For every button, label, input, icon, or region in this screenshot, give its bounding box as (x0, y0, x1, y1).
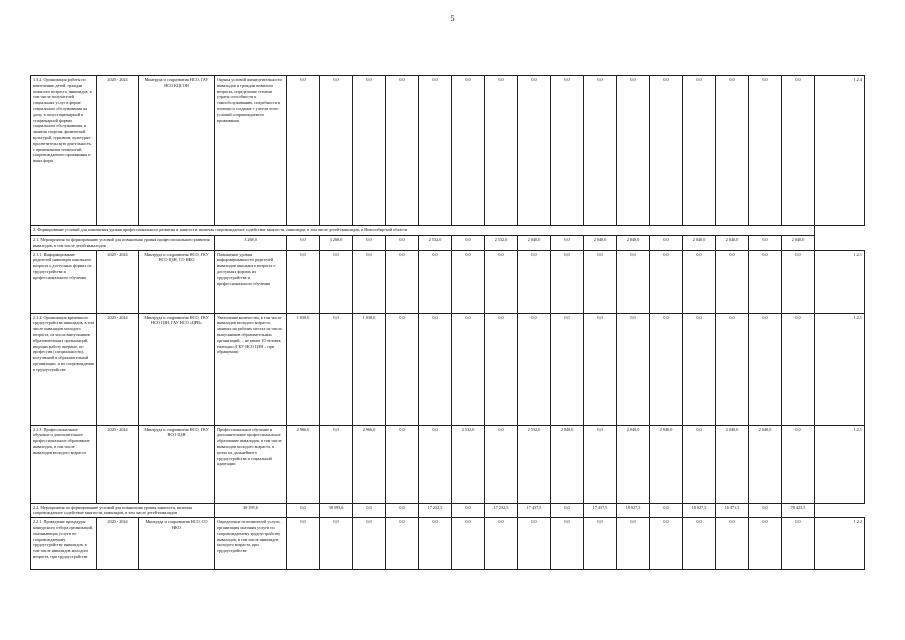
value-cell: 0,0 (749, 236, 782, 251)
period: 2020 - 2024 (97, 425, 139, 503)
value-cell: 0,0 (320, 313, 353, 425)
value-cell: 0,0 (749, 313, 782, 425)
value-cell: 3 268,0 (215, 236, 287, 251)
value-cell: 0,0 (782, 518, 815, 570)
value-cell: 0,0 (518, 76, 551, 226)
table-row (31, 518, 865, 570)
value-cell: 0,0 (320, 76, 353, 226)
value-cell: 2 040,0 (716, 236, 749, 251)
value-cell: 0,0 (353, 250, 386, 313)
value-cell: 2 040,0 (683, 236, 716, 251)
value-cell: 2 966,0 (353, 425, 386, 503)
value-cell: 0,0 (617, 250, 650, 313)
value-cell: 0,0 (782, 76, 815, 226)
value-cell: 0,0 (650, 518, 683, 570)
value-cell: 0,0 (716, 518, 749, 570)
value-cell: 2 040,0 (749, 425, 782, 503)
value-cell: 0,0 (452, 313, 485, 425)
value-cell: 0,0 (386, 250, 419, 313)
value-cell: 0,0 (584, 313, 617, 425)
period: 2020 - 2024 (97, 518, 139, 570)
value-cell: 17 232,5 (419, 503, 452, 518)
value-cell: 0,0 (551, 236, 584, 251)
value-cell: 0,0 (584, 425, 617, 503)
value-cell: 0,0 (584, 250, 617, 313)
value-cell: 0,0 (551, 76, 584, 226)
value-cell: 0,0 (386, 236, 419, 251)
page-number: 5 (450, 14, 455, 23)
value-cell: 2 532,0 (452, 425, 485, 503)
value-cell: 0,0 (782, 425, 815, 503)
value-cell: 18 027,5 (617, 503, 650, 518)
value-cell: 2 040,0 (782, 236, 815, 251)
value-cell: 0,0 (419, 425, 452, 503)
value-cell: 0,0 (782, 250, 815, 313)
table-row (31, 503, 865, 518)
value-cell: 0,0 (518, 250, 551, 313)
indicator-code: 1.2.1 (815, 313, 865, 425)
value-cell: 0,0 (683, 76, 716, 226)
value-cell: 17 437,5 (518, 503, 551, 518)
period: 2020 - 2024 (97, 250, 139, 313)
value-cell: 2 040,0 (584, 236, 617, 251)
value-cell: 0,0 (386, 503, 419, 518)
value-cell: 0,0 (485, 250, 518, 313)
value-cell: 0,0 (386, 313, 419, 425)
value-cell: 0,0 (353, 76, 386, 226)
value-cell: 0,0 (287, 503, 320, 518)
value-cell: 0,0 (551, 250, 584, 313)
value-cell: 0,0 (419, 250, 452, 313)
value-cell: 0,0 (353, 236, 386, 251)
value-cell: 0,0 (287, 76, 320, 226)
value-cell: 2 040,0 (617, 425, 650, 503)
value-cell: 0,0 (650, 313, 683, 425)
value-cell: 0,0 (386, 518, 419, 570)
value-cell: 0,0 (551, 518, 584, 570)
value-cell: 0,0 (518, 313, 551, 425)
value-cell: 0,0 (584, 518, 617, 570)
table-row (31, 236, 865, 251)
value-cell: 17 437,5 (584, 503, 617, 518)
value-cell: 0,0 (485, 76, 518, 226)
executor: Минтруда и соцразвития НСО, ГАУ НСО КЦСОН (139, 76, 215, 226)
value-cell: 18 027,5 (683, 503, 716, 518)
value-cell: 0,0 (452, 503, 485, 518)
program-table (30, 75, 865, 570)
executor: Минтруда и соцразвития НСО, ГКУ НСО ЦЗН, ГАУ НСО «ЦРВ» (139, 313, 215, 425)
value-cell: 0,0 (551, 503, 584, 518)
value-cell: 1 030,0 (353, 313, 386, 425)
value-cell: 1 030,0 (287, 313, 320, 425)
indicator-code: 1.2.1 (815, 425, 865, 503)
value-cell: 0,0 (518, 518, 551, 570)
value-cell: 0,0 (452, 76, 485, 226)
activity-name: 2.1.3. Профессиональное обучение и дополнительное профессиональное образование инвалидов, в том числе инвалидов молодого возраста (31, 425, 97, 503)
value-cell: 0,0 (353, 503, 386, 518)
activity-name: 2.2.1. Проведение процедуры конкурсного отбора организаций, оказывающих услуги по сопровождаемому трудоустройству инвалидов, в том числе инвалидов молодого возраста, при трудоустройстве (31, 518, 97, 570)
value-cell: 0,0 (650, 503, 683, 518)
expected-result: Оценка условий жизнедеятельности инвалидов и граждан пожилого возраста, определение степени утраты способности к самообслуживанию, потребности в помощи и создание с учетом этого условий сопровождаемого проживания (215, 76, 287, 226)
value-cell: 38 395,6 (215, 503, 287, 518)
value-cell: 0,0 (650, 250, 683, 313)
value-cell: 0,0 (320, 250, 353, 313)
value-cell: 0,0 (287, 250, 320, 313)
indicator-code: 1.2.4 (815, 76, 865, 226)
period: 2020 - 2024 (97, 313, 139, 425)
value-cell: 0,0 (419, 76, 452, 226)
indicator-code: 1.2.1 (815, 250, 865, 313)
expected-result: Увеличение количества, в том числе инвалидов молодого возраста, занятых на рабочих местах из числа выпускников образовательных организаций, – не менее 10 человек ежегодно (ГКУ НСО ЦЗН – при обращении) (215, 313, 287, 425)
value-cell: 0,0 (485, 313, 518, 425)
value-cell: 2 040,0 (650, 425, 683, 503)
executor: Минтруда и соцразвития НСО, ГКУ НСО ЦЗН (139, 425, 215, 503)
value-cell: 2 966,0 (287, 425, 320, 503)
value-cell: 2 040,0 (518, 236, 551, 251)
value-cell: 78 423,5 (782, 503, 815, 518)
value-cell: 38 395,6 (320, 503, 353, 518)
value-cell: 0,0 (716, 76, 749, 226)
value-cell: 17 232,5 (485, 503, 518, 518)
value-cell: 2 040,0 (617, 236, 650, 251)
value-cell: 0,0 (749, 250, 782, 313)
value-cell: 16 471,5 (716, 503, 749, 518)
value-cell: 0,0 (287, 236, 320, 251)
value-cell: 2 532,0 (419, 236, 452, 251)
value-cell: 0,0 (650, 236, 683, 251)
table-row (31, 250, 865, 313)
executor: Минтруда и соцразвития НСО, СО НКО (139, 518, 215, 570)
value-cell: 0,0 (683, 518, 716, 570)
executor: Минтруда и соцразвития НСО, ГКУ НСО ЦЗН, СО НКО (139, 250, 215, 313)
period: 2020 - 2024 (97, 76, 139, 226)
expected-result: Определение исполнителей услуги, организация оказания услуги по сопровождаемому трудоустройству инвалидов, в том числе инвалидов молодого возраста, при трудоустройстве (215, 518, 287, 570)
value-cell: 2 040,0 (551, 425, 584, 503)
subtotal-label: 2.2. Мероприятия по формированию условий для повышения уровня занятости, включая сопровождаемое содействие занятости, инвалидов, в том числе детей-инвалидов (31, 503, 215, 518)
value-cell: 2 532,0 (518, 425, 551, 503)
value-cell: 0,0 (749, 518, 782, 570)
value-cell: 0,0 (617, 518, 650, 570)
expected-result: Повышение уровня информированности родителей инвалидов школьного возраста о доступных формах их трудоустройства и профессионального обучения (215, 250, 287, 313)
activity-name: 2.1.2. Организация временного трудоустройства инвалидов, в том числе инвалидов молодого возраста, из числа выпускников образовательных организаций, ищущих работу впервые, по профессии (специальности), полученной в образовательной организации, и их сопровождения в трудоустройстве (31, 313, 97, 425)
value-cell: 0,0 (683, 425, 716, 503)
subtotal-label: 2.1. Мероприятия по формированию условий для повышения уровня профессионального развития инвалидов, в том числе детей-инвалидов (31, 236, 215, 251)
value-cell: 0,0 (353, 518, 386, 570)
value-cell: 2 532,0 (485, 236, 518, 251)
value-cell: 0,0 (485, 425, 518, 503)
value-cell: 0,0 (683, 250, 716, 313)
value-cell: 0,0 (452, 250, 485, 313)
table-row (31, 76, 865, 226)
value-cell: 0,0 (551, 313, 584, 425)
value-cell: 0,0 (320, 518, 353, 570)
value-cell: 0,0 (452, 236, 485, 251)
value-cell: 3 268,0 (320, 236, 353, 251)
table-row (31, 313, 865, 425)
value-cell: 0,0 (386, 76, 419, 226)
indicator-code: 1.2.2 (815, 518, 865, 570)
table-row (31, 425, 865, 503)
value-cell: 0,0 (749, 76, 782, 226)
value-cell: 0,0 (617, 313, 650, 425)
expected-result: Профессиональное обучение и дополнительное профессиональное образование инвалидов, в том числе инвалидов молодого возраста, в целях их дальнейшего трудоустройства и социальной адаптации (215, 425, 287, 503)
value-cell: 0,0 (452, 518, 485, 570)
activity-name: 1.3.2. Организация работы по вовлечению детей, граждан пожилого возраста, инвалидов, в том числе получателей социальных услуг в форме социального обслуживания на дому, в полустационарной и стационарной формах социального обслуживания, в занятия спортом, физической культурой, туризмом, культурно-просветительскую деятельность, с применением технологий сопровождаемого проживания и иных форм (31, 76, 97, 226)
value-cell: 0,0 (782, 313, 815, 425)
value-cell: 0,0 (749, 503, 782, 518)
value-cell: 0,0 (287, 518, 320, 570)
section-heading: 2. Формирование условий для повышения уровня профессионального развития и занятости, включая сопровождаемое содействие занятости, инвалидов, в том числе детей-инвалидов, в Новосибирской области (31, 226, 815, 236)
value-cell: 0,0 (617, 76, 650, 226)
activity-name: 2.1.1. Информирование родителей инвалидов школьного возраста о доступных формах их трудоустройства и профессионального обучения (31, 250, 97, 313)
value-cell: 0,0 (419, 313, 452, 425)
value-cell: 0,0 (716, 250, 749, 313)
value-cell: 2 040,0 (716, 425, 749, 503)
value-cell: 0,0 (683, 313, 716, 425)
value-cell: 0,0 (584, 76, 617, 226)
value-cell: 0,0 (419, 518, 452, 570)
value-cell: 0,0 (386, 425, 419, 503)
table-row (31, 226, 865, 236)
value-cell: 0,0 (650, 76, 683, 226)
value-cell: 0,0 (716, 313, 749, 425)
value-cell: 0,0 (320, 425, 353, 503)
value-cell: 0,0 (485, 518, 518, 570)
